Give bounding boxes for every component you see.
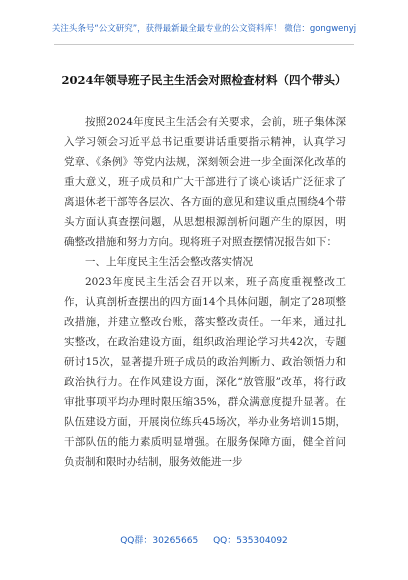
footer-contact: [0, 533, 408, 546]
section-paragraph: 2023年度民主生活会召开以来，班子高度重视整改工作，认真剖析查摆出的四方面14个具体问题，制定了28项整改措施，并建立整改台账，落实整改责任。一年来，通过扎实整改，在政治建设方面，组织政治理论学习共42次，专题研讨15次，显著提升班子成员的政治判断力、政治领悟力和政治执行力。在作风建设方面，深化“放管服”改革，将行政审批事项平均办理时限压缩35%，群众满意度提升显著。在队伍建设方面，开展岗位练兵45场次，举办业务培训15期，干部队伍的能力素质明显增强。在服务保障方面，健全首问负责制和限时办结制，服务效能进一步: [64, 276, 346, 468]
header-divider: [54, 44, 354, 45]
document-body: [64, 112, 346, 472]
header-promo-text: 关注头条号“公文研究”，获得最新最全最专业的公文资料库！ 微信：gongwenyj: [51, 24, 357, 34]
document-title: 2024年领导班子民主生活会对照检查材料（四个带头）: [61, 73, 347, 87]
section-heading: 一、上年度民主生活会整改落实情况: [85, 256, 253, 268]
intro-paragraph: 按照2024年度民主生活会有关要求，会前，班子集体深入学习领会习近平总书记重要讲话重要指示精神，认真学习党章、《条例》等党内法规，深刻领会进一步全面深化改革的重大意义，班子成员和广大干部进行了谈心谈话广泛征求了离退休老干部等各层次、各方面的意见和建议重点围绕4个带头方面认真查摆问题，从思想根源剖析问题产生的原因，明确整改措施和努力方向。现将班子对照查摆情况报告如下：: [64, 116, 346, 248]
footer-qq-group: QQ群：30265665: [120, 536, 199, 546]
footer-qq: QQ：535304092: [213, 536, 288, 546]
